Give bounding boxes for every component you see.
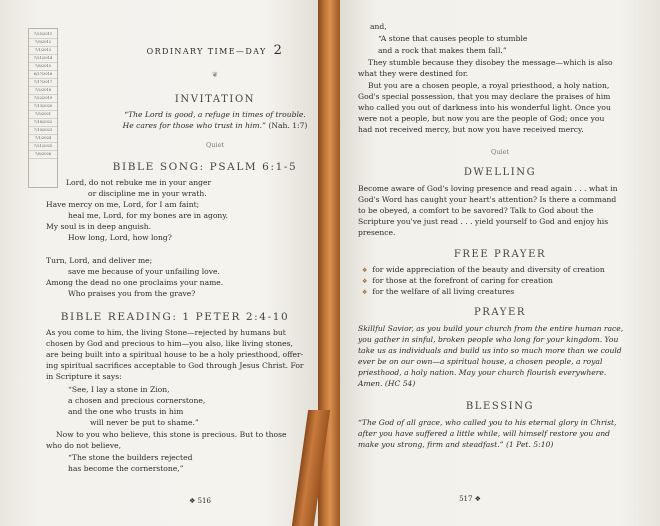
reading-line: As you come to him, the living Stone—rejected by humans but — [46, 328, 286, 337]
dwelling-line: Scripture you've just read . . . yield yourself to God and enjoy his — [358, 217, 609, 226]
blessing-line: after you have suffered a little while, will himself restore you and — [358, 429, 610, 438]
day-number: 2 — [273, 43, 284, 58]
reading-line: “See, I lay a stone in Zion, — [68, 385, 170, 394]
reading-line: ing spiritual sacrifices acceptable to God through Jesus Christ. For — [46, 361, 304, 370]
prayer-line: take us as individuals and build us into so much more than we could — [358, 346, 622, 355]
ornament-icon: ❦ — [211, 70, 219, 79]
date-entry: 7/5/2021 — [29, 111, 57, 119]
prayer-line: Skillful Savior, as you build your church from the entire human race, — [358, 324, 624, 333]
right-page — [330, 0, 660, 526]
reading-heading: BIBLE READING: 1 PETER 2:4-10 — [60, 311, 290, 323]
reading-line: are being built into a spiritual house to be a holy priesthood, offer- — [46, 350, 304, 359]
reading-line: “The stone the builders rejected — [68, 453, 193, 462]
day-title-text: ORDINARY TIME—DAY — [146, 47, 267, 56]
reading-cont-line: But you are a chosen people, a royal priesthood, a holy nation, — [368, 81, 610, 90]
prayer-line: ever be on our own—a spiritual house, a chosen people, a royal — [358, 357, 603, 366]
dwelling-line: God's Word has caught your heart's attention? Is there a command — [358, 195, 617, 204]
prayer-item: ❖ for those at the forefront of caring for creation — [362, 276, 553, 287]
reading-line: and the one who trusts in him — [68, 407, 184, 416]
invitation-ref: (Nah. 1:7) — [268, 121, 308, 130]
prayer-item: ❖ for wide appreciation of the beauty and diversity of creation — [362, 265, 605, 276]
prayer-heading: PRAYER — [473, 307, 527, 318]
reading-cont-line: and, — [370, 22, 387, 31]
prayer-line: priesthood, a holy nation. May your church flourish everywhere. — [358, 368, 607, 377]
reading-line: in Scripture it says: — [46, 372, 122, 381]
song-line: How long, Lord, how long? — [68, 233, 172, 242]
day-title — [120, 43, 310, 58]
reading-cont-line: who called you out of darkness into his wonderful light. Once you — [358, 103, 611, 112]
quiet-label: Quiet — [205, 141, 225, 149]
prayer-line: Amen. (HC 54) — [358, 379, 416, 388]
dwelling-line: to be obeyed, a comfort to be savored? Talk to God about the — [358, 206, 594, 215]
reading-line: Now to you who believe, this stone is precious. But to those — [56, 430, 287, 439]
reading-cont-line: God's special possession, that you may declare the praises of him — [358, 92, 611, 101]
reading-cont-line: had not received mercy, but now you have received mercy. — [358, 125, 584, 134]
dwelling-line: presence. — [358, 228, 396, 237]
song-line: Who praises you from the grave? — [68, 289, 196, 298]
invitation-verse-line — [100, 121, 330, 131]
invitation-heading: INVITATION — [174, 94, 256, 105]
dwelling-line: Become aware of God's loving presence and read again . . . what in — [358, 184, 618, 193]
invitation-verse-line: “The Lord is good, a refuge in times of trouble. — [124, 110, 306, 119]
date-entry: 7/9/2012 — [29, 39, 57, 47]
date-entry: 7/17/2017 — [29, 79, 57, 87]
blessing-line: “The God of all grace, who called you to his eternal glory in Christ, — [358, 418, 617, 427]
date-entry: 7/1/2024 — [29, 135, 57, 143]
invitation-verse-text: He cares for those who trust in him.” — [122, 121, 266, 130]
reading-line: has become the cornerstone,” — [68, 464, 184, 473]
prayer-line: you gather in sinful, broken people who long for your kingdom. You — [358, 335, 619, 344]
date-entry: 7/6/2026 — [29, 151, 57, 159]
page-number: ❖ 516 — [189, 497, 211, 505]
song-line: Lord, do not rebuke me in your anger — [66, 178, 212, 187]
date-entry: 7/25/2011 — [29, 31, 57, 39]
date-entry: 7/18/2022 — [29, 119, 57, 127]
date-entry: 6/27/2016 — [29, 71, 57, 79]
reading-line: will never be put to shame.” — [90, 418, 199, 427]
blessing-line: make you strong, firm and steadfast.” (1 Pet. 5:10) — [358, 440, 554, 449]
reading-cont-line: were not a people, but now you are the people of God; once you — [358, 114, 605, 123]
reading-line: who do not believe, — [46, 441, 122, 450]
song-line: Among the dead no one proclaims your name. — [46, 278, 224, 287]
dwelling-heading: DWELLING — [463, 167, 537, 178]
date-entry: 7/1/2013 — [29, 47, 57, 55]
reading-cont-line: They stumble because they disobey the message—which is also — [368, 58, 613, 67]
song-heading: BIBLE SONG: PSALM 6:1-5 — [112, 161, 298, 173]
date-entry: 7/21/2025 — [29, 143, 57, 151]
date-entry: 7/22/2019 — [29, 95, 57, 103]
prayer-item: ❖ for the welfare of all living creatures — [362, 287, 514, 298]
reading-cont-line: “A stone that causes people to stumble — [378, 34, 528, 43]
song-line: My soul is in deep anguish. — [46, 222, 152, 231]
date-entry: 7/2/2018 — [29, 87, 57, 95]
reading-line: chosen by God and precious to him—you also, like living stones, — [46, 339, 293, 348]
song-line: Have mercy on me, Lord, for I am faint; — [46, 200, 200, 209]
date-entry: 7/13/2020 — [29, 103, 57, 111]
song-line: heal me, Lord, for my bones are in agony. — [68, 211, 229, 220]
reading-cont-line: what they were destined for. — [358, 69, 469, 78]
song-line: save me because of your unfailing love. — [68, 267, 220, 276]
song-line: Turn, Lord, and deliver me; — [46, 256, 153, 265]
quiet-label: Quiet — [490, 148, 510, 156]
blessing-heading: BLESSING — [465, 401, 535, 412]
date-entry: 7/6/2015 — [29, 63, 57, 71]
reading-cont-line: and a rock that makes them fall.” — [378, 46, 507, 55]
date-entry: 7/21/2014 — [29, 55, 57, 63]
page-number: 517 ❖ — [459, 495, 481, 503]
reading-line: a chosen and precious cornerstone, — [68, 396, 206, 405]
date-entry: 7/10/2023 — [29, 127, 57, 135]
date-log — [28, 28, 58, 188]
song-line: or discipline me in your wrath. — [88, 189, 207, 198]
free-prayer-heading: FREE PRAYER — [453, 249, 547, 260]
